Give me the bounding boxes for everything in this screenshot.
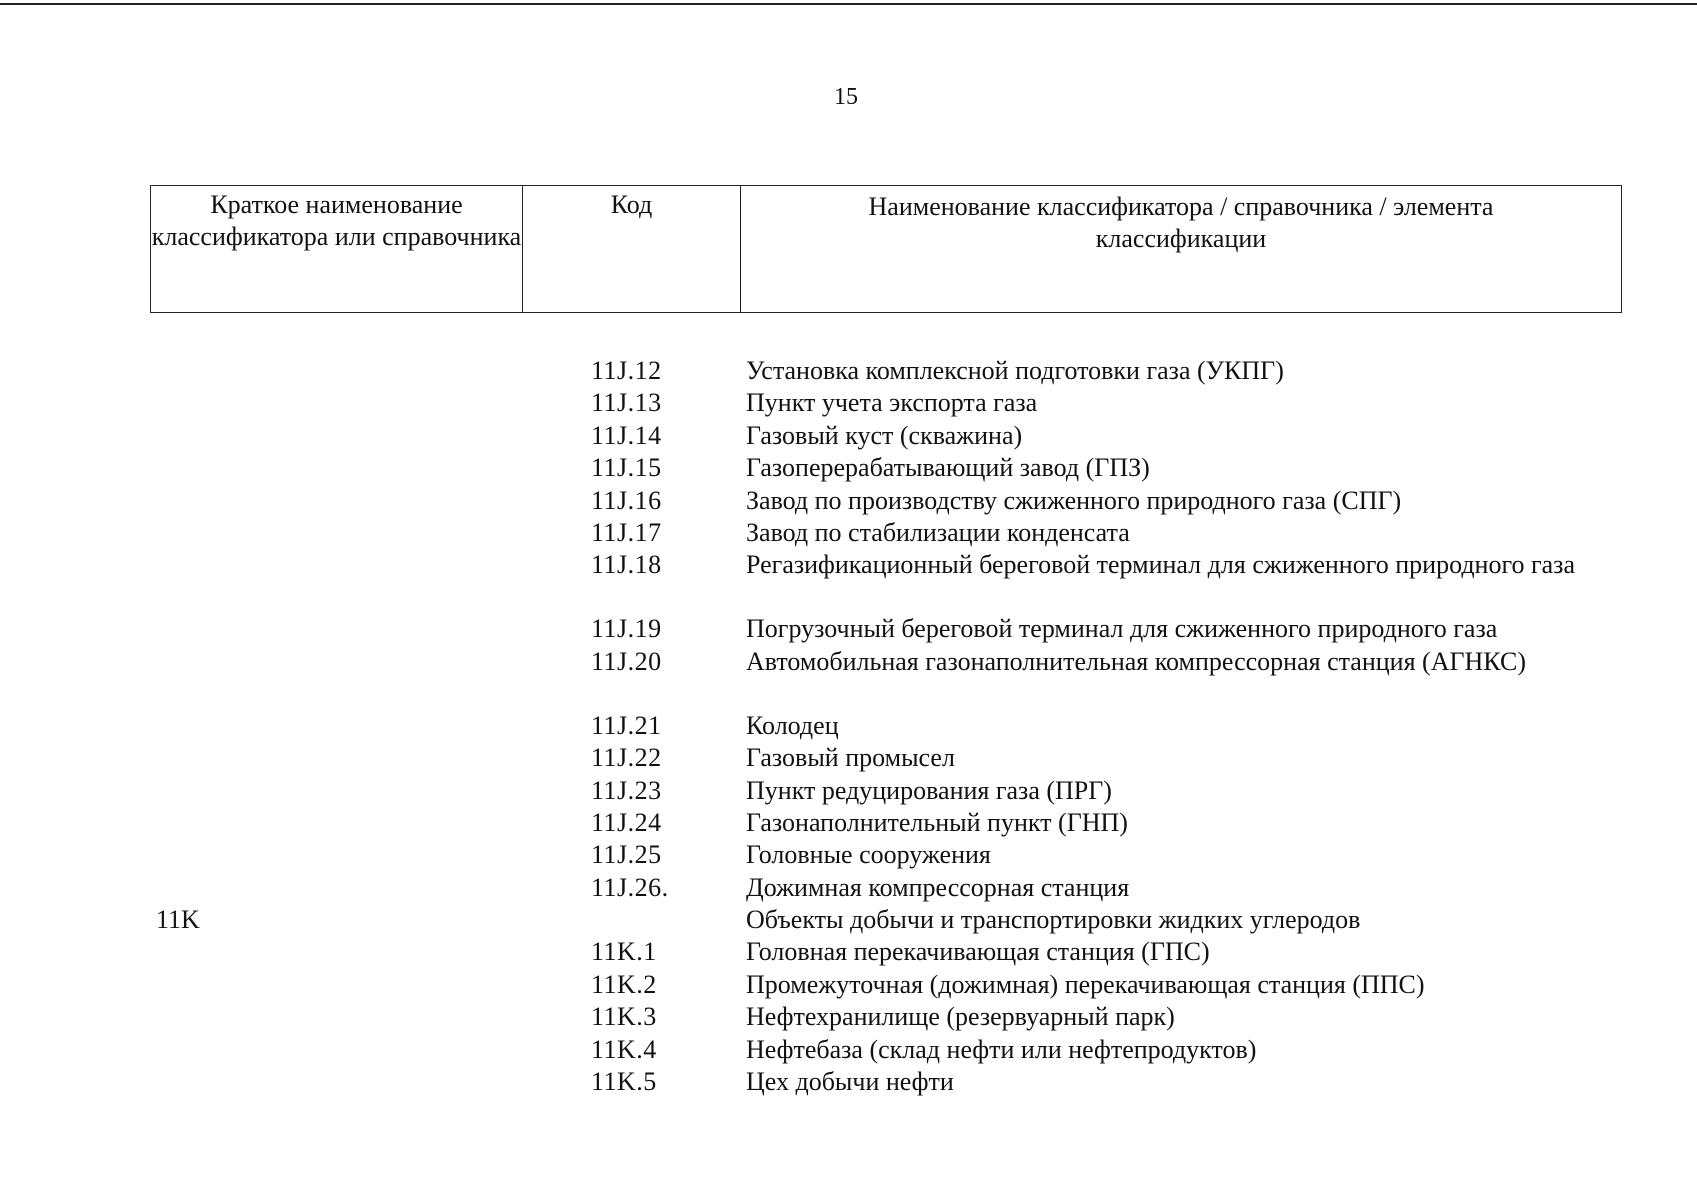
row-name: Газонаполнительный пункт (ГНП) <box>746 807 1128 837</box>
row-code: 11J.26. <box>591 872 669 902</box>
table-row <box>0 1067 1697 1099</box>
row-name: Газоперерабатывающий завод (ГПЗ) <box>746 453 1150 483</box>
row-code: 11K.4 <box>591 1034 657 1064</box>
row-code: 11K.2 <box>591 969 657 999</box>
row-name: Колодец <box>746 710 839 740</box>
row-name: Автомобильная газонаполнительная компрессорная станция (АГНКС) <box>746 646 1526 676</box>
row-code: 11J.19 <box>591 614 662 644</box>
table-row <box>0 550 1697 614</box>
row-code: 11J.25 <box>591 840 662 870</box>
table-row <box>0 614 1697 646</box>
row-name: Газовый промысел <box>746 743 955 773</box>
row-code: 11J.24 <box>591 807 662 837</box>
row-code: 11J.21 <box>591 710 662 740</box>
table-row <box>0 518 1697 550</box>
table-row <box>0 388 1697 420</box>
header-code: Код <box>523 186 741 312</box>
row-name: Пункт редуцирования газа (ПРГ) <box>746 775 1112 805</box>
row-name: Цех добычи нефти <box>746 1067 954 1097</box>
table-row <box>0 1002 1697 1034</box>
table-row <box>0 776 1697 808</box>
row-name: Головная перекачивающая станция (ГПС) <box>746 937 1210 967</box>
table-row <box>0 421 1697 453</box>
table-row <box>0 970 1697 1002</box>
row-name: Головные сооружения <box>746 840 991 870</box>
row-name: Пункт учета экспорта газа <box>746 388 1038 418</box>
row-short-name: 11K <box>156 905 200 935</box>
row-code: 11K.5 <box>591 1067 657 1097</box>
row-name: Газовый куст (скважина) <box>746 420 1023 450</box>
table-row <box>0 905 1697 937</box>
row-name: Нефтехранилище (резервуарный парк) <box>746 1002 1175 1032</box>
table-row <box>0 711 1697 743</box>
row-name: Регазификационный береговой терминал для сжиженного природного газа <box>746 550 1575 580</box>
row-code: 11J.14 <box>591 420 662 450</box>
row-code: 11J.18 <box>591 550 662 580</box>
header-full-name: Наименование классификатора / справочника / элемента классификации <box>868 192 1494 253</box>
row-name: Нефтебаза (склад нефти или нефтепродуктов) <box>746 1034 1257 1064</box>
row-name: Промежуточная (дожимная) перекачивающая станция (ППС) <box>746 969 1425 999</box>
row-code: 11K.1 <box>591 937 657 967</box>
top-rule <box>0 3 1697 5</box>
table-row <box>0 1035 1697 1067</box>
table-row <box>0 743 1697 775</box>
header-short-name: Краткое наименование классификатора или справочника <box>151 186 523 312</box>
table-row <box>0 873 1697 905</box>
row-code: 11J.12 <box>591 356 662 385</box>
row-name: Объекты добычи и транспортировки жидких углеродов <box>746 905 1361 935</box>
table-header <box>150 185 1622 313</box>
row-name: Погрузочный береговой терминал для сжиженного природного газа <box>746 614 1498 644</box>
row-code: 11J.13 <box>591 388 662 418</box>
table-row <box>0 356 1697 388</box>
table-body <box>0 356 1697 1099</box>
table-row <box>0 647 1697 711</box>
row-name: Завод по стабилизации конденсата <box>746 517 1130 547</box>
row-name: Установка комплексной подготовки газа (УКПГ) <box>746 356 1284 385</box>
table-row <box>0 808 1697 840</box>
row-code: 11J.22 <box>591 743 662 773</box>
row-code: 11K.3 <box>591 1002 657 1032</box>
table-row <box>0 840 1697 872</box>
page-number: 15 <box>834 84 858 110</box>
row-name: Дожимная компрессорная станция <box>746 872 1130 902</box>
row-name: Завод по производству сжиженного природного газа (СПГ) <box>746 485 1402 515</box>
row-code: 11J.17 <box>591 517 662 547</box>
row-code: 11J.16 <box>591 485 662 515</box>
row-code: 11J.20 <box>591 646 662 676</box>
row-code: 11J.23 <box>591 775 662 805</box>
row-code: 11J.15 <box>591 453 662 483</box>
table-row <box>0 453 1697 485</box>
table-row <box>0 937 1697 969</box>
table-row <box>0 486 1697 518</box>
